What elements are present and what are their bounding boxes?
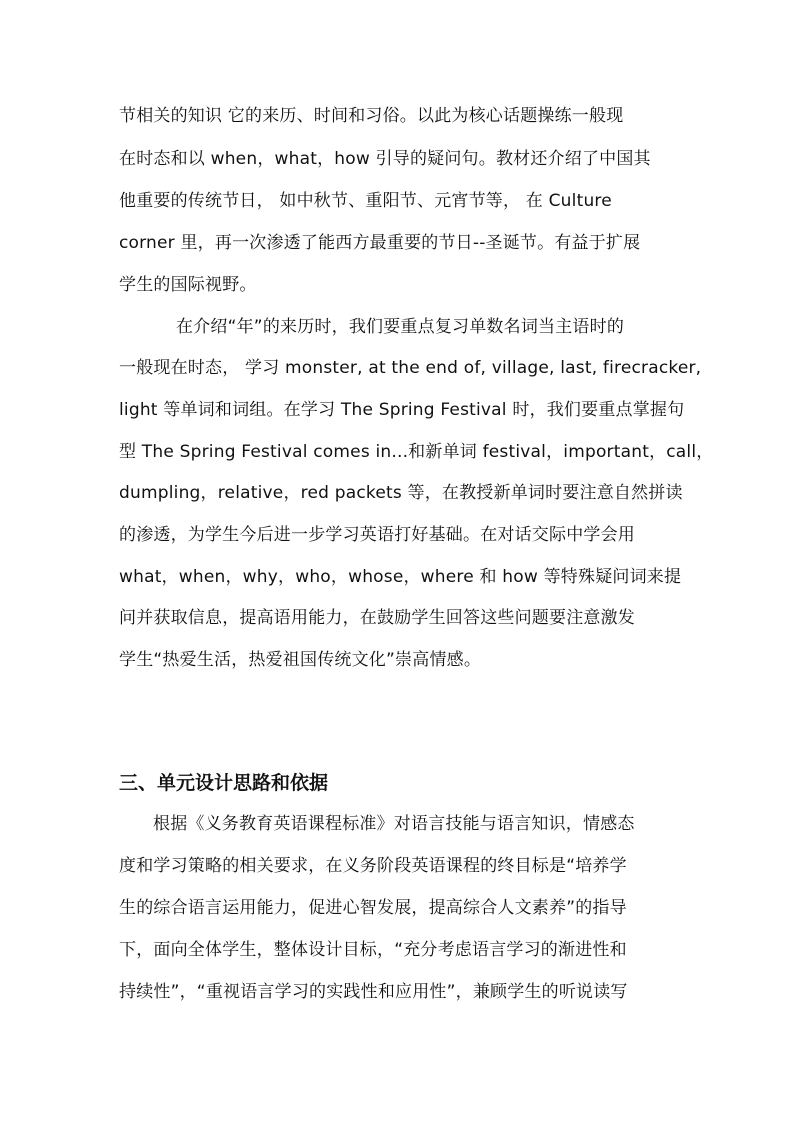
text-line: 度和学习策略的相关要求，在义务阶段英语课程的终目标是“培养学	[119, 856, 627, 876]
text-line: 持续性”，“重视语言学习的实践性和应用性”，兼顾学生的听说读写	[119, 982, 628, 1002]
text-line: 的渗透，为学生今后进一步学习英语打好基础。在对话交际中学会用	[119, 525, 635, 545]
text-line: 在介绍“年”的来历时，我们要重点复习单数名词当主语时的	[176, 317, 625, 337]
text-line: 学生“热爱生活，热爱祖国传统文化”崇高情感。	[119, 650, 482, 670]
text-line: 型 The Spring Festival comes in...和新单词 festival，important，call，	[119, 442, 714, 462]
text-line: 根据《义务教育英语课程标准》对语言技能与语言知识，情感态	[153, 814, 635, 834]
text-line: dumpling，relative，red packets 等，在教授新单词时要注意自然拼读	[119, 483, 683, 503]
text-line: 节相关的知识 它的来历、时间和习俗。以此为核心话题操练一般现	[119, 106, 624, 126]
text-line: light 等单词和词组。在学习 The Spring Festival 时，我们要重点掌握句	[119, 400, 685, 420]
text-line: 他重要的传统节日， 如中秋节、重阳节、元宵节等， 在 Culture	[119, 191, 612, 211]
text-line: 一般现在时态， 学习 monster, at the end of, village, last, firecracker,	[119, 358, 702, 378]
text-line: 学生的国际视野。	[119, 275, 257, 295]
text-line: 在时态和以 when，what，how 引导的疑问句。教材还介绍了中国其	[119, 149, 651, 169]
text-line: corner 里，再一次渗透了能西方最重要的节日--圣诞节。有益于扩展	[119, 233, 641, 253]
text-line: 生的综合语言运用能力，促进心智发展，提高综合人文素养”的指导	[119, 898, 627, 918]
section-heading: 三、单元设计思路和依据	[119, 772, 329, 794]
text-line: 下，面向全体学生，整体设计目标，“充分考虑语言学习的渐进性和	[119, 940, 627, 960]
text-line: what，when，why，who，whose，where 和 how 等特殊疑问词来提	[119, 567, 682, 587]
text-line: 问并获取信息，提高语用能力，在鼓励学生回答这些问题要注意激发	[119, 608, 635, 628]
